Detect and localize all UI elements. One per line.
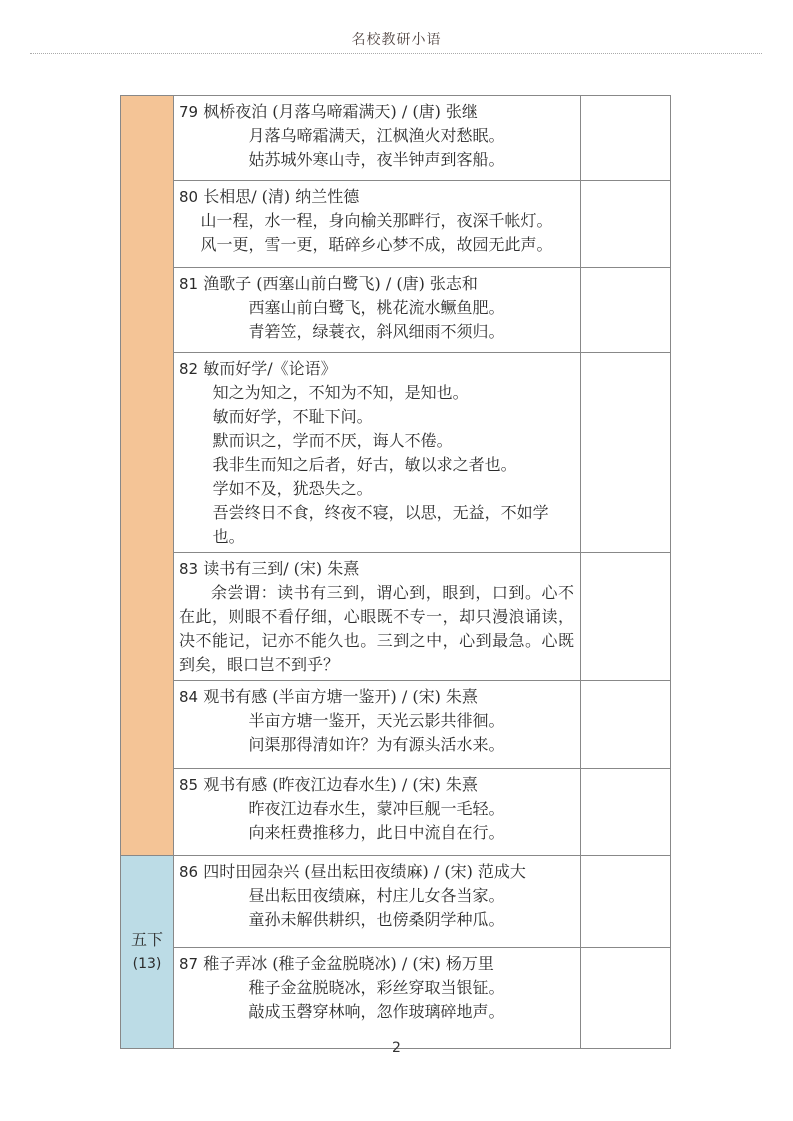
poem-line: 知之为知之，不知为不知，是知也。 [212,383,469,402]
poem-title: 稚子弄冰 (稚子金盆脱晓冰) / (宋) 杨万里 [203,954,494,973]
poem-line: 稚子金盆脱晓冰，彩丝穿取当银钲。 [248,978,505,997]
poem-cell [174,553,581,681]
poem-heading [179,100,574,124]
poem-title: 长相思/ (清) 纳兰性德 [203,187,360,206]
poem-title: 四时田园杂兴 (昼出耘田夜绩麻) / (宋) 范成大 [203,862,526,881]
poem-line: 昼出耘田夜绩麻，村庄儿女各当家。 [248,886,505,905]
poem-line: 山一程，水一程，身向榆关那畔行，夜深千帐灯。 [200,211,553,230]
poem-line: 默而识之，学而不厌，诲人不倦。 [212,431,453,450]
notes-cell [581,553,671,681]
poem-row [121,681,671,769]
poem-number: 86 [179,863,199,881]
poem-line: 青箬笠，绿蓑衣，斜风细雨不须归。 [248,322,505,341]
notes-cell [581,353,671,553]
poem-line: 吾尝终日不食，终夜不寝，以思，无益，不如学也。 [212,503,549,546]
page-number: 2 [392,1040,401,1056]
poem-line: 月落乌啼霜满天，江枫渔火对愁眠。 [248,126,505,145]
poem-row [121,553,671,681]
unit-label: (13) [132,956,162,972]
poem-line: 敏而好学，不耻下问。 [212,407,373,426]
poem-heading [179,557,574,581]
poem-number: 82 [179,360,199,378]
poem-title: 观书有感 (昨夜江边春水生) / (宋) 朱熹 [203,775,478,794]
poem-line: 昨夜江边春水生，蒙冲巨舰一毛轻。 [248,799,505,818]
unit-label: 五下 [130,930,163,949]
poem-number: 83 [179,560,199,578]
poem-line: 姑苏城外寒山寺，夜半钟声到客船。 [248,150,505,169]
header-title: 名校教研小语 [351,32,442,48]
poem-cell [174,268,581,353]
poem-title: 读书有三到/ (宋) 朱熹 [203,559,360,578]
poem-number: 87 [179,955,199,973]
notes-cell [581,948,671,1049]
poem-number: 85 [179,776,199,794]
poem-row [121,268,671,353]
notes-cell [581,96,671,181]
poem-title: 渔歌子 (西塞山前白鹭飞) / (唐) 张志和 [203,274,478,293]
poem-cell [174,96,581,181]
poem-title: 观书有感 (半亩方塘一鉴开) / (宋) 朱熹 [203,687,478,706]
poem-number: 80 [179,188,199,206]
poem-line: 风一更，雪一更，聒碎乡心梦不成，故园无此声。 [200,235,553,254]
poem-line: 西塞山前白鹭飞，桃花流水鳜鱼肥。 [248,298,505,317]
poem-cell [174,948,581,1049]
poem-row [121,353,671,553]
poem-heading [179,860,574,884]
poem-number: 84 [179,688,199,706]
poem-title: 枫桥夜泊 (月落乌啼霜满天) / (唐) 张继 [203,102,478,121]
poem-cell [174,353,581,553]
poem-row [121,948,671,1049]
notes-cell [581,856,671,948]
poem-row [121,96,671,181]
poems-table [120,95,671,1049]
poem-line: 问渠那得清如许？为有源头活水来。 [248,735,505,754]
poem-heading [179,685,574,709]
poem-heading [179,185,574,209]
poem-row [121,856,671,948]
unit-label-cell [121,96,174,856]
poem-line: 童孙未解供耕织，也傍桑阴学种瓜。 [248,910,505,929]
poem-row [121,181,671,268]
poem-line: 学如不及，犹恐失之。 [212,479,373,498]
notes-cell [581,769,671,856]
notes-cell [581,268,671,353]
unit-label-cell [121,856,174,1049]
poem-cell [174,769,581,856]
poem-heading [179,773,574,797]
poem-cell [174,181,581,268]
poem-heading [179,272,574,296]
poem-number: 81 [179,275,199,293]
poem-line: 我非生而知之后者，好古，敏以求之者也。 [212,455,517,474]
notes-cell [581,181,671,268]
poem-title: 敏而好学/《论语》 [203,359,337,378]
poem-line: 向来枉费推移力，此日中流自在行。 [248,823,505,842]
poem-line: 半亩方塘一鉴开，天光云影共徘徊。 [248,711,505,730]
poem-cell [174,681,581,769]
poem-number: 79 [179,103,199,121]
poem-cell [174,856,581,948]
notes-cell [581,681,671,769]
poem-heading [179,952,574,976]
header-divider [30,53,762,54]
poem-heading [179,357,574,381]
poem-row [121,769,671,856]
poem-line: 余尝谓：读书有三到，谓心到，眼到，口到。心不在此，则眼不看仔细，心眼既不专一，却只漫浪诵读，决不能记，记亦不能久也。三到之中，心到最急。心既到矣，眼口岂不到乎？ [179,583,574,674]
poem-line: 敲成玉磬穿林响，忽作玻璃碎地声。 [248,1002,505,1021]
poems-table-body [121,96,671,1049]
